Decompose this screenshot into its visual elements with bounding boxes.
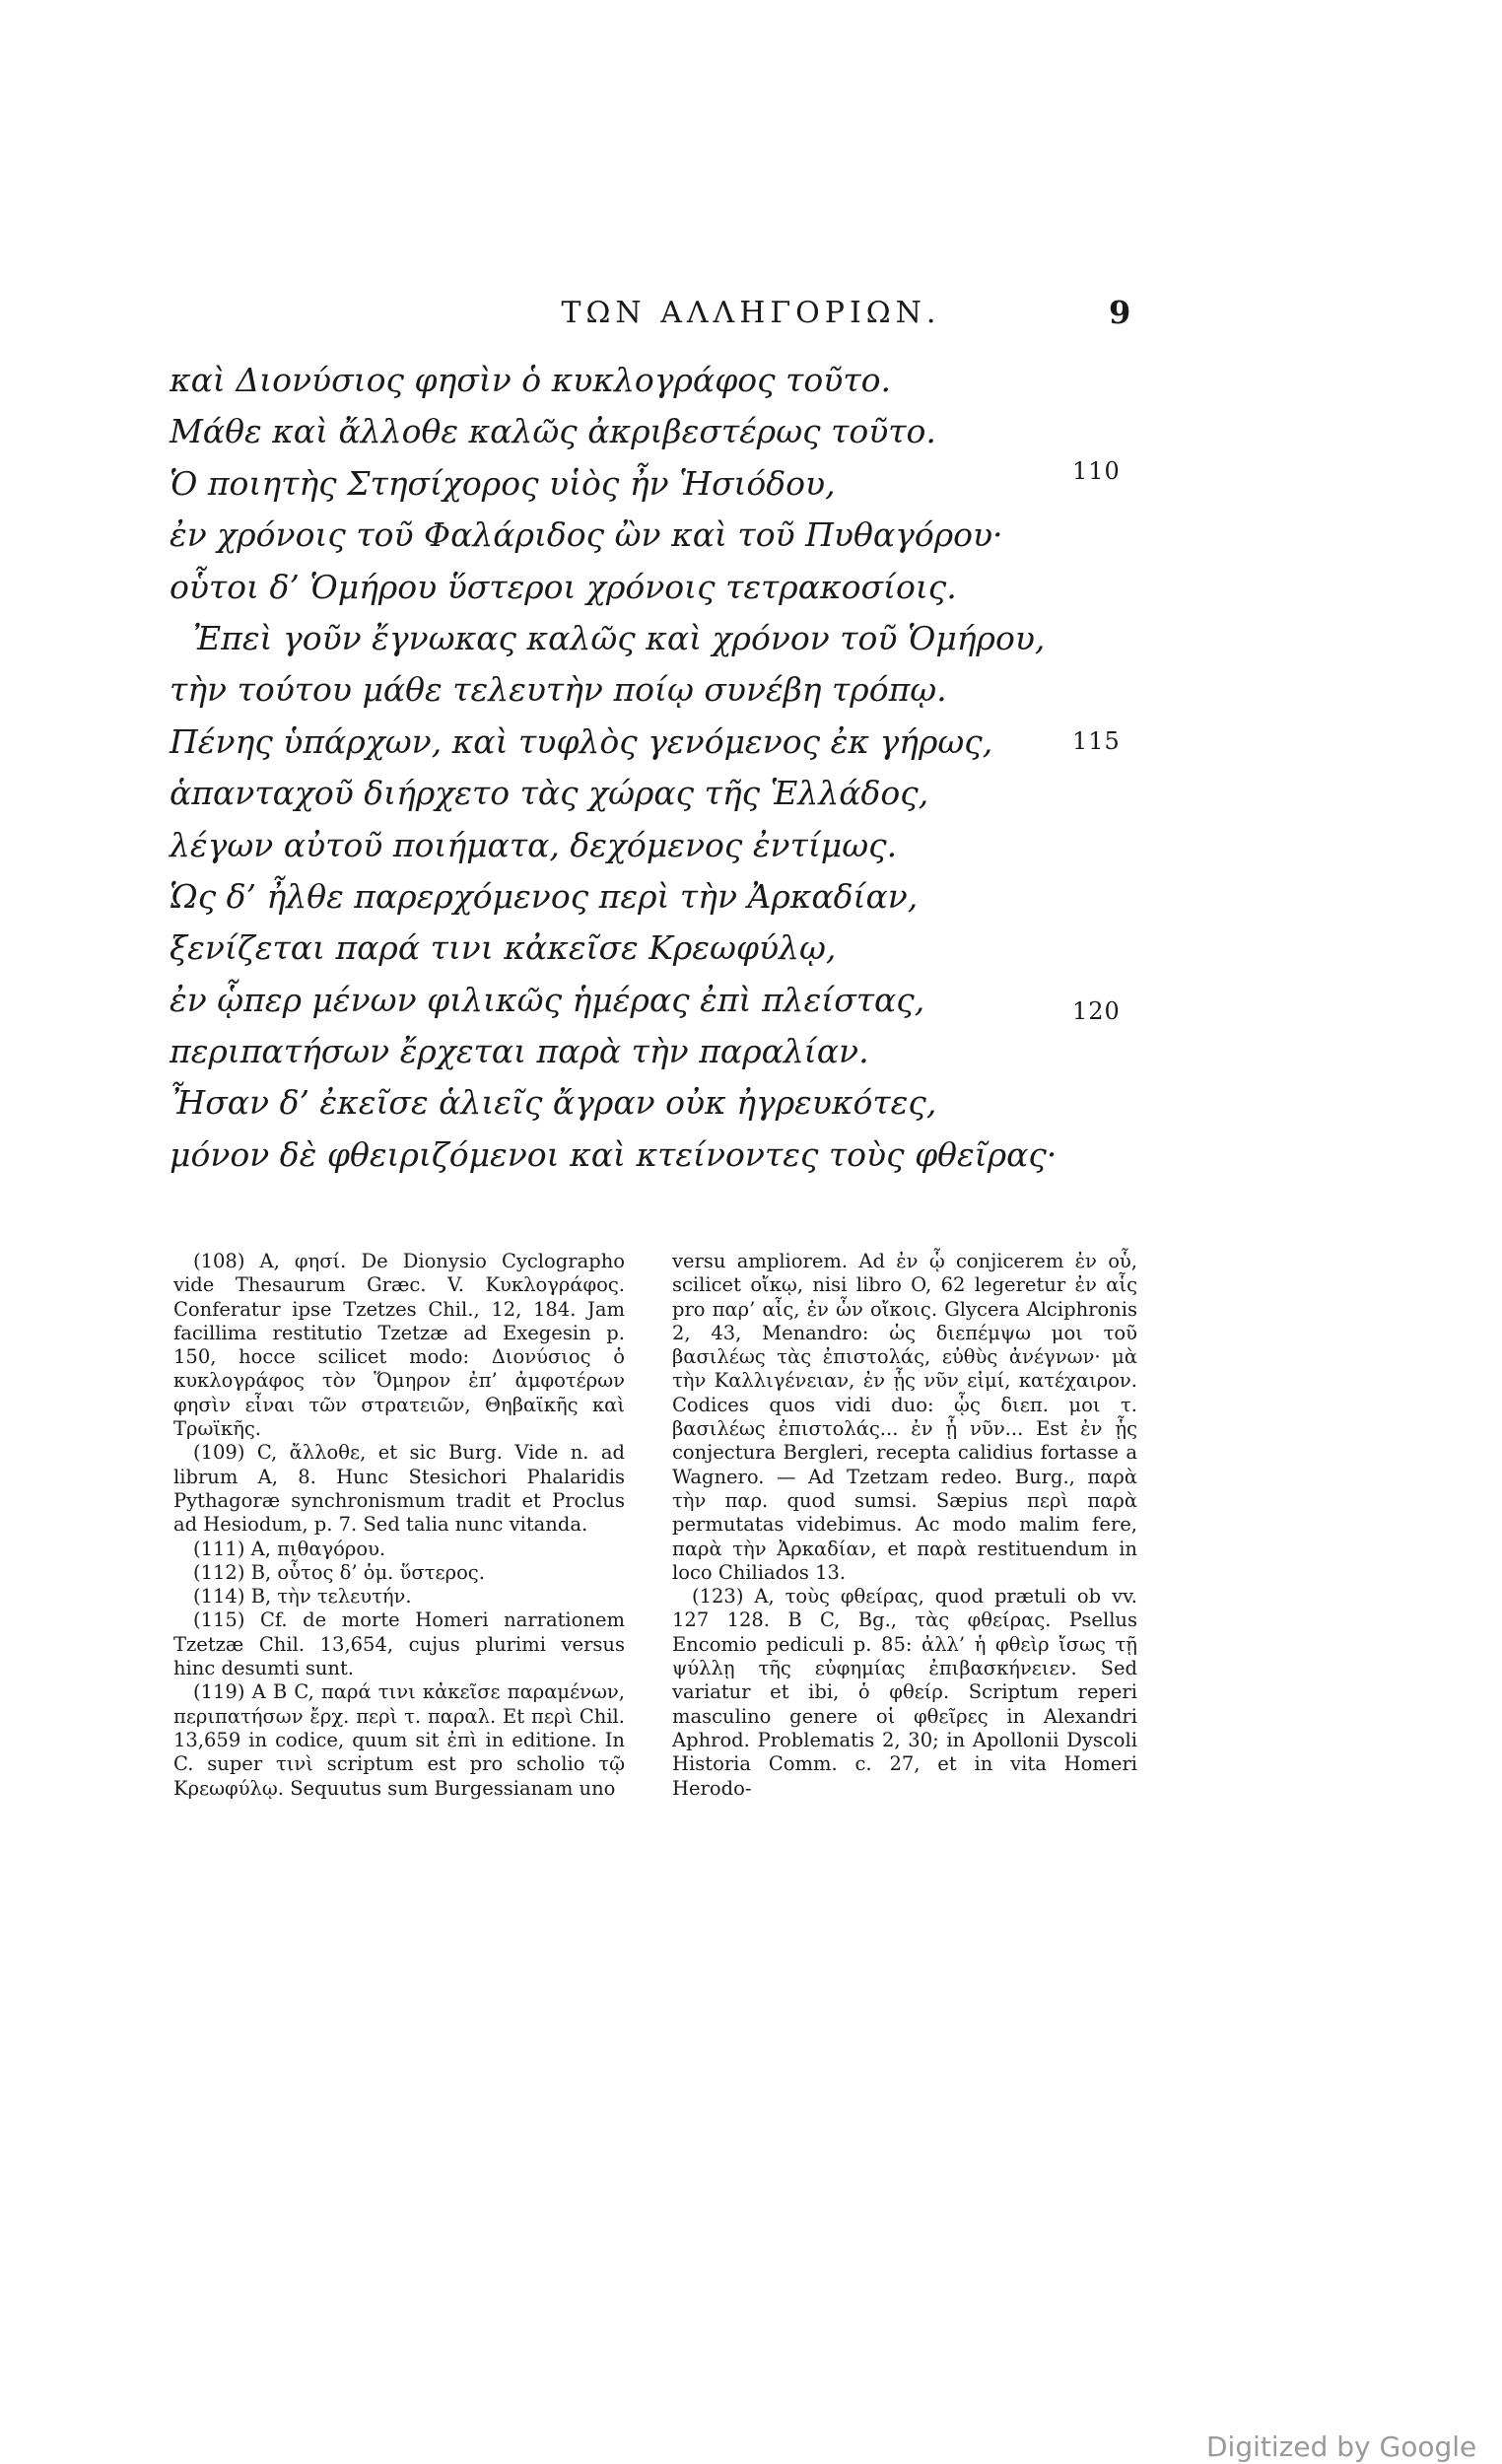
verse-line: μόνον δὲ φθειριζόμενοι καὶ κτείνοντες τοὺς φθεῖρας·	[170, 1134, 1058, 1174]
verse-line: ἁπανταχοῦ διήρχετο τὰς χώρας τῆς Ἑλλάδος,	[170, 774, 929, 813]
footnote: (112) B, οὗτος δ’ ὁμ. ὕστερος.	[193, 1560, 485, 1584]
verse-line: Ὡς δ’ ἦλθε παρερχόμενος περὶ τὴν Ἀρκαδίαν,	[170, 876, 919, 916]
verse-line: ξενίζεται παρά τινι κἀκεῖσε Κρεωφύλῳ,	[170, 928, 837, 968]
verse-line: λέγων αὐτοῦ ποιήματα, δεχόμενος ἐντίμως.	[170, 825, 898, 864]
verse-line: ἐν χρόνοις τοῦ Φαλάριδος ὢν καὶ τοῦ Πυθαγόρου·	[170, 515, 1003, 555]
line-number-120: 120	[1072, 997, 1121, 1025]
footnotes-left-column	[173, 1250, 625, 1801]
verse-line: ἐν ᾧπερ μένων φιλικῶς ἡμέρας ἐπὶ πλείστας,	[170, 980, 925, 1019]
footnote: versu ampliorem. Ad ἐν ᾧ conjicerem ἐν οὗ, scilicet οἴκῳ, nisi libro O, 62 legeretur ἐν αἷς pro παρ’ αἷς, ἐν ὧν οἴκοις. Glycera Alciphronis 2, 43, Menandro: ὡς διεπέμψω μοι τοῦ βασιλέως τὰς ἐπιστολάς, εὐθὺς ἀνέγνων· μὰ τὴν Καλλιγένειαν, ἐν ᾗς νῦν εἰμί, κατέχαιρον. Codices quos vidi duo: ᾧς διεπ. μοι τ. βασιλέως ἐπιστολάς... ἐν ᾗ νῦν... Est ἐν ᾗς conjectura Bergleri, recepta calidius fortasse a Wagnero. — Ad Tzetzam redeo. Burg., παρὰ τὴν παρ. quod sumsi. Sæpius περὶ παρὰ permutatas videbimus. Ac modo malim fere, παρὰ τὴν Ἀρκαδίαν, et παρὰ restituendum in loco Chiliados 13.	[672, 1250, 1137, 1584]
verse-line: Ὁ ποιητὴς Στησίχορος υἱὸς ἦν Ἡσιόδου,	[170, 463, 836, 503]
footnote: (123) A, τοὺς φθείρας, quod prætuli ob vv. 127 128. B C, Bg., τὰς φθείρας. Psellus Encomio pediculi p. 85: ἀλλ’ ἡ φθεὶρ ἴσως τῇ ψύλλῃ τῆς εὐφημίας ἐπιβασκήνειεν. Sed variatur et ibi, ὁ φθείρ. Scriptum reperi masculino genere οἱ φθεῖρες in Alexandri Aphrod. Problematis 2, 30; in Apollonii Dyscoli Historia Comm. c. 27, et in vita Homeri Herodo-	[672, 1585, 1137, 1800]
line-number-110: 110	[1072, 457, 1121, 485]
running-head: ΤΩΝ ΑΛΛΗΓΟΡΙΩΝ.	[561, 296, 941, 330]
verse-line: Πένης ὑπάρχων, καὶ τυφλὸς γενόμενος ἐκ γήρως,	[170, 721, 993, 761]
footnote: (111) A, πιθαγόρου.	[193, 1537, 386, 1560]
verse-line: τὴν τούτου μάθε τελευτὴν ποίῳ συνέβη τρόπῳ.	[170, 670, 947, 710]
verse-line: Μάθε καὶ ἄλλοθε καλῶς ἀκριβεστέρως τοῦτο.	[170, 412, 936, 451]
verse-line: Ἐπεὶ γοῦν ἔγνωκας καλῶς καὶ χρόνον τοῦ Ὁμήρου,	[193, 618, 1046, 657]
footnote: (108) Α, φησί. De Dionysio Cyclographo vide Thesaurum Græc. V. Κυκλογράφος. Conferatur ipse Tzetzes Chil., 12, 184. Jam facillima restitutio Tzetzæ ad Exegesin p. 150, hocce scilicet modo: Διονύσιος ὁ κυκλογράφος τὸν Ὅμηρον ἐπ’ ἀμφοτέρων φησὶν εἶναι τῶν στρατειῶν, Θηβαϊκῆς καὶ Τρωϊκῆς.	[173, 1250, 625, 1441]
footnote: (109) C, ἄλλοθε, et sic Burg. Vide n. ad librum A, 8. Hunc Stesichori Phalaridis Pythagoræ synchronismum tradit et Proclus ad Hesiodum, p. 7. Sed talia nunc vitanda.	[173, 1441, 625, 1537]
footnotes-right-column	[672, 1250, 1137, 1801]
footnote: (115) Cf. de morte Homeri narrationem Tzetzæ Chil. 13,654, cujus plurimi versus hinc desumti sunt.	[173, 1608, 625, 1680]
page-number: 9	[1109, 294, 1131, 331]
verse-block	[170, 355, 1155, 1181]
footnote: (119) A B C, παρά τινι κἀκεῖσε παραμένων, περιπατήσων ἔρχ. περὶ τ. παραλ. Et περὶ Chil. 13,659 in codice, quum sit ἐπὶ in editione. In C. super τινὶ scriptum est pro scholio τῷ Κρεωφύλῳ. Sequutus sum Burgessianam uno	[173, 1680, 625, 1800]
verse-line: περιπατήσων ἔρχεται παρὰ τὴν παραλίαν.	[170, 1032, 869, 1071]
digitization-watermark: Digitized by Google	[1206, 2430, 1477, 2463]
verse-line: οὗτοι δ’ Ὁμήρου ὕστεροι χρόνοις τετρακοσίοις.	[170, 567, 957, 606]
verse-line: Ἦσαν δ’ ἐκεῖσε ἁλιεῖς ἄγραν οὐκ ἠγρευκότες,	[170, 1083, 937, 1123]
verse-line: καὶ Διονύσιος φησὶν ὁ κυκλογράφος τοῦτο.	[170, 361, 891, 399]
line-number-115: 115	[1072, 727, 1121, 755]
footnote: (114) B, τὴν τελευτήν.	[193, 1585, 412, 1608]
